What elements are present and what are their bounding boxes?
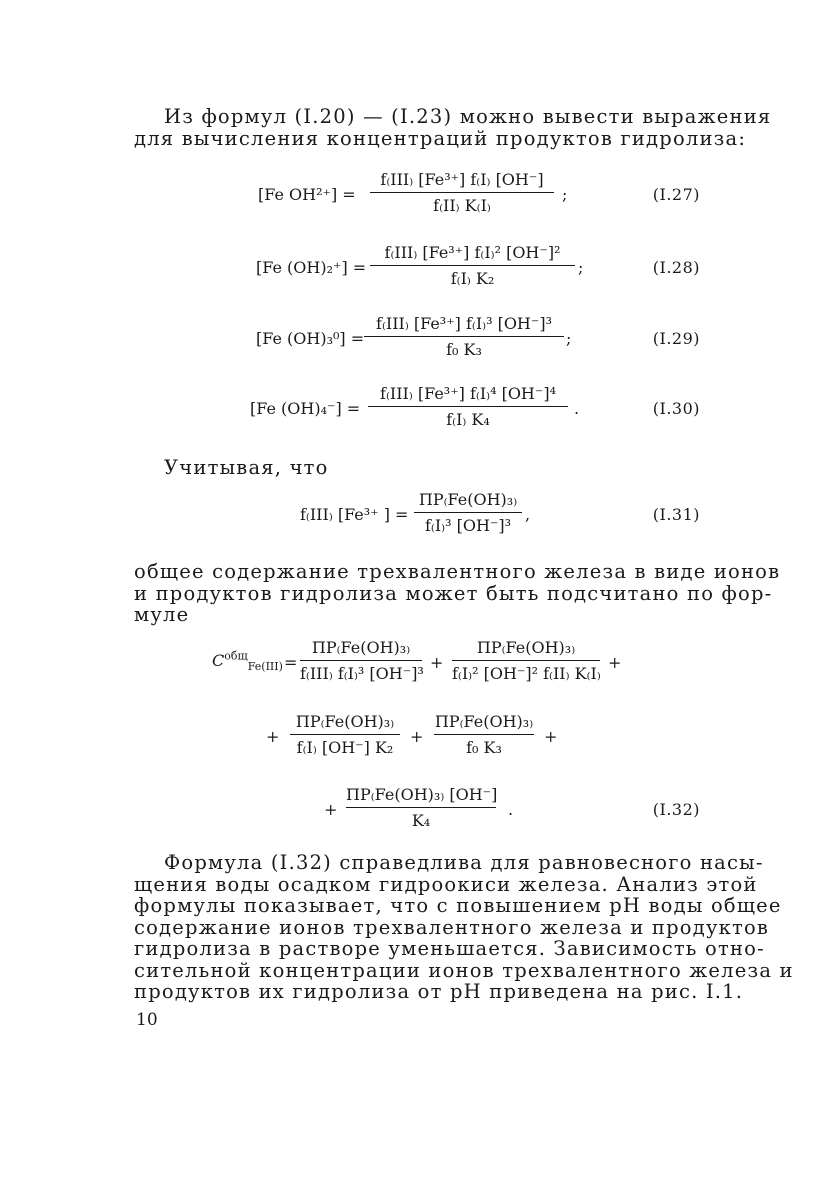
eq30-numerator: f₍III₎ [Fe³⁺] f₍I₎⁴ [OH⁻]⁴ [380,384,556,403]
para3-line-1: Формула (I.32) справедлива для равновесного насы- [164,851,764,874]
para2-line-2: и продуктов гидролиза может быть подсчитано по фор- [134,581,773,605]
eq32-term3-bar [290,734,400,735]
eq31-punct: , [525,505,531,524]
eq30-lhs: [Fe (OH)₄⁻] = [250,399,361,418]
eq29-lhs: [Fe (OH)₃⁰] = [256,329,365,348]
eq28-fraction [370,244,575,288]
eq30-label: (I.30) [652,399,700,418]
eq32-label: (I.32) [652,800,700,819]
paragraph-3 [134,851,794,1003]
eq31-lhs: f₍III₎ [Fe³⁺ ] = [300,505,409,524]
para3-line-6: сительной концентрации ионов трехвалентного железа и [134,958,794,982]
eq28-label: (I.28) [652,258,700,277]
eq27-lhs: [Fe OH²⁺] = [258,185,356,204]
eq32-plus-1: + [430,653,444,672]
eq29-punct: ; [566,329,572,348]
eq32-term5 [346,786,496,830]
para2-line-1: общее содержание трехвалентного железа в виде ионов [134,560,781,583]
para3-line-5: гидролиза в растворе уменьшается. Зависимость отно- [134,937,765,960]
eq32-term1-bar [300,660,422,661]
paragraph-2 [134,560,781,626]
eq29-label: (I.29) [652,329,700,348]
eq31-label: (I.31) [652,505,700,524]
eq32-term1 [300,639,422,683]
eq27-fraction-bar [370,192,554,193]
eq32-term4-numerator: ПР₍Fe(OH)₃₎ [434,712,534,731]
eq31-fraction [414,491,522,535]
para3-line-4: содержание ионов трехвалентного железа и продуктов [134,915,770,939]
eq32-plus-3: + [266,727,280,746]
eq31-fraction-bar [414,512,522,513]
para2-line-3: муле [134,603,190,626]
eq32-end-period: . [508,800,514,819]
eq32-term4-bar [434,734,534,735]
eq32-term3 [290,713,400,757]
para3-line-3: формулы показывает, что с повышением pH воды общее [134,894,782,917]
eq30-fraction [368,385,568,429]
eq31-denominator: f₍I₎³ [OH⁻]³ [424,516,511,535]
eq29-denominator: f₀ K₃ [446,340,482,359]
eq28-punct: ; [578,258,584,277]
eq32-term1-denominator: f₍III₎ f₍I₎³ [OH⁻]³ [300,664,424,683]
eq32-term2-numerator: ПР₍Fe(OH)₃₎ [476,638,576,657]
eq27-punct: ; [562,185,568,204]
eq32-lhs-symbol: C [212,651,225,670]
eq32-equals: = [284,653,298,672]
intro-line-1: Из формул (I.20) — (I.23) можно вывести выражения [164,105,772,128]
eq32-term4 [434,713,534,757]
eq27-label: (I.27) [652,185,700,204]
eq27-denominator: f₍II₎ K₍I₎ [433,196,491,215]
eq28-lhs: [Fe (OH)₂⁺] = [256,258,367,277]
eq32-term5-denominator: K₄ [411,811,431,830]
eq32-term3-denominator: f₍I₎ [OH⁻] K₂ [296,738,394,757]
eq29-numerator: f₍III₎ [Fe³⁺] f₍I₎³ [OH⁻]³ [376,314,552,333]
page-number: 10 [136,1010,158,1030]
eq29-fraction [364,315,564,359]
eq32-plus-6: + [324,800,338,819]
considering-line [134,457,700,479]
eq32-plus-2: + [608,653,622,672]
eq30-punct: . [574,399,580,418]
eq32-term1-numerator: ПР₍Fe(OH)₃₎ [311,638,411,657]
eq29-fraction-bar [364,336,564,337]
eq32-term4-denominator: f₀ K₃ [466,738,502,757]
considering-text: Учитывая, что [164,456,329,479]
eq32-term5-bar [346,807,496,808]
eq27-fraction [370,171,554,215]
eq28-fraction-bar [370,265,575,266]
eq30-fraction-bar [368,406,568,407]
eq30-denominator: f₍I₎ K₄ [446,410,490,429]
eq32-plus-5: + [544,727,558,746]
eq32-term2 [452,639,600,683]
eq32-lhs [212,649,283,674]
eq32-term5-numerator: ПР₍Fe(OH)₃₎ [OH⁻] [346,785,498,804]
para3-line-2: щения воды осадком гидроокиси железа. Анализ этой [134,872,758,896]
eq32-lhs-superscript: общ [224,649,248,663]
eq32-term2-denominator: f₍I₎² [OH⁻]² f₍II₎ K₍I₎ [452,664,601,683]
eq28-denominator: f₍I₎ K₂ [450,269,495,288]
intro-line-2: для вычисления концентраций продуктов гидролиза: [134,126,747,150]
para3-line-7: продуктов их гидролиза от pH приведена на рис. I.1. [134,980,744,1003]
eq28-numerator: f₍III₎ [Fe³⁺] f₍I₎² [OH⁻]² [384,243,561,262]
eq32-lhs-subscript: Fe(III) [247,660,283,674]
eq27-numerator: f₍III₎ [Fe³⁺] f₍I₎ [OH⁻] [380,170,544,189]
eq31-numerator: ПР₍Fe(OH)₃₎ [418,490,518,509]
intro-paragraph [134,105,772,150]
eq32-plus-4: + [410,727,424,746]
eq32-term3-numerator: ПР₍Fe(OH)₃₎ [295,712,395,731]
eq32-term2-bar [452,660,600,661]
